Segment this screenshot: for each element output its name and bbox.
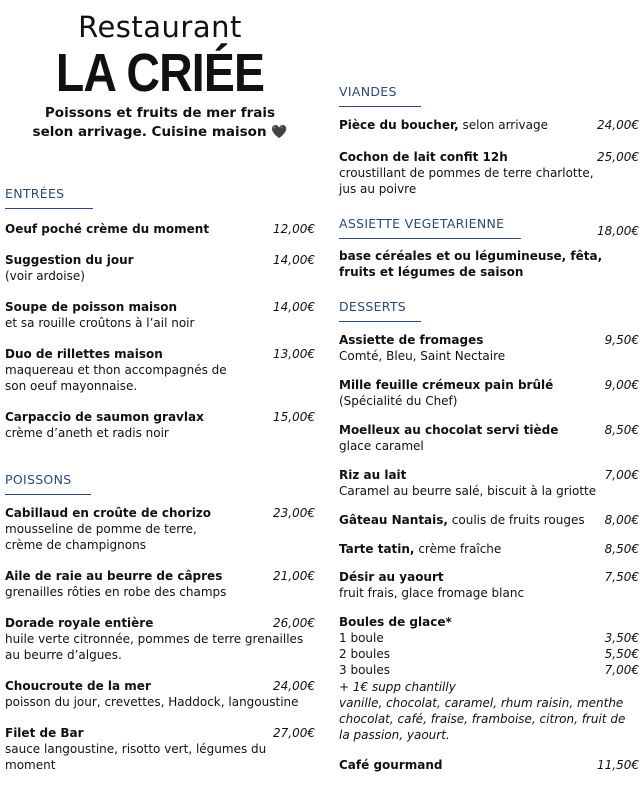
item-price: 11,50€ <box>597 758 639 772</box>
item-description: Comté, Bleu, Saint Nectaire <box>339 349 506 363</box>
item-description: poisson du jour, crevettes, Haddock, langoustine <box>5 695 299 709</box>
menu-item <box>5 678 315 710</box>
item-price: 14,00€ <box>273 253 315 267</box>
item-name: Oeuf poché crème du moment <box>5 222 210 236</box>
section-vegetarienne <box>339 216 521 239</box>
section-title-entrees: ENTRÉES <box>5 186 65 201</box>
item-name: Boules de glace* <box>339 615 452 629</box>
item-price: 9,00€ <box>604 378 639 392</box>
item-name: Gâteau Nantais, <box>339 513 448 527</box>
item-description: grenailles rôties en robe des champs <box>5 585 227 599</box>
item-description: mousseline de pomme de terre, crème de champignons <box>5 522 197 552</box>
item-description: Caramel au beurre salé, biscuit à la griotte <box>339 484 597 498</box>
item-description: (voir ardoise) <box>5 269 85 283</box>
item-price: 25,00€ <box>597 150 639 164</box>
menu-item <box>5 409 315 441</box>
option-label: 3 boules <box>339 663 390 677</box>
item-name: Cabillaud en croûte de chorizo <box>5 506 212 520</box>
item-price: 8,00€ <box>604 513 639 527</box>
menu-item <box>339 377 639 409</box>
item-price: 14,00€ <box>273 300 315 314</box>
item-name: Soupe de poisson maison <box>5 300 178 314</box>
item-price: 27,00€ <box>273 726 315 740</box>
item-description: glace caramel <box>339 439 424 453</box>
menu-item <box>339 541 639 557</box>
menu-item <box>339 757 639 773</box>
item-price: 24,00€ <box>597 118 639 132</box>
section-entrees <box>5 186 93 209</box>
tagline <box>0 104 320 142</box>
section-desserts <box>339 299 421 322</box>
item-price: 12,00€ <box>273 222 315 236</box>
restaurant-name: LA CRIÉE <box>55 43 265 103</box>
restaurant-header <box>0 10 320 142</box>
item-description: huile verte citronnée, pommes de terre grenailles au beurre d’algues. <box>5 632 304 662</box>
ice-cream-supplement: + 1€ supp chantilly <box>339 680 456 694</box>
ice-cream-option <box>339 662 639 678</box>
section-divider <box>339 321 421 322</box>
item-description: crème d’aneth et radis noir <box>5 426 169 440</box>
item-name: Moelleux au chocolat servi tiède <box>339 423 559 437</box>
restaurant-label: Restaurant <box>78 10 242 44</box>
item-description: crème fraîche <box>414 542 502 556</box>
menu-item <box>339 248 639 280</box>
item-name: Duo de rillettes maison <box>5 347 163 361</box>
ice-cream-flavors: vanille, chocolat, caramel, rhum raisin, menthe chocolat, café, fraise, framboise, citron, fruit de la passion, yaourt. <box>339 696 626 742</box>
menu-item <box>5 568 315 600</box>
menu-item <box>339 569 639 601</box>
tagline-line-2: selon arrivage. Cuisine maison <box>32 124 267 140</box>
section-poissons <box>5 472 91 495</box>
section-title-desserts: DESSERTS <box>339 299 407 314</box>
section-viandes <box>339 84 421 107</box>
item-description: sauce langoustine, risotto vert, légumes du moment <box>5 742 267 772</box>
item-price: 8,50€ <box>604 542 639 556</box>
item-name: Aile de raie au beurre de câpres <box>5 569 223 583</box>
item-price: 24,00€ <box>273 679 315 693</box>
tagline-line-1: Poissons et fruits de mer frais <box>44 105 276 121</box>
option-label: 2 boules <box>339 647 390 661</box>
section-divider <box>339 106 421 107</box>
ice-cream-option <box>339 630 639 646</box>
menu-item <box>5 505 315 553</box>
item-description: maquereau et thon accompagnés de son oeuf mayonnaise. <box>5 363 227 393</box>
item-name: Cochon de lait confit 12h <box>339 150 508 164</box>
menu-item <box>339 149 639 197</box>
section-divider <box>5 494 91 495</box>
ice-cream-item <box>339 614 639 630</box>
option-label: 1 boule <box>339 631 384 645</box>
menu-item <box>339 117 639 133</box>
menu-item <box>5 725 315 773</box>
item-description: fruit frais, glace fromage blanc <box>339 586 525 600</box>
section-title-poissons: POISSONS <box>5 472 72 487</box>
heart-icon: 🖤 <box>271 125 288 140</box>
item-name: Assiette de fromages <box>339 333 484 347</box>
item-name: Café gourmand <box>339 758 443 772</box>
item-price: 23,00€ <box>273 506 315 520</box>
menu-item <box>5 615 315 663</box>
item-name: Suggestion du jour <box>5 253 134 267</box>
item-price: 21,00€ <box>273 569 315 583</box>
option-price: 3,50€ <box>604 631 639 645</box>
item-description: et sa rouille croûtons à l’ail noir <box>5 316 195 330</box>
item-price: 13,00€ <box>273 347 315 361</box>
item-price: 18,00€ <box>597 224 639 238</box>
item-description: base céréales et ou légumineuse, fêta, fruits et légumes de saison <box>339 249 603 279</box>
menu-item <box>339 467 639 499</box>
item-price: 7,50€ <box>604 570 639 584</box>
item-price: 15,00€ <box>273 410 315 424</box>
item-description: croustillant de pommes de terre charlotte, jus au poivre <box>339 166 594 196</box>
item-name: Carpaccio de saumon gravlax <box>5 410 204 424</box>
item-name: Pièce du boucher, <box>339 118 459 132</box>
item-price: 8,50€ <box>604 423 639 437</box>
item-name: Mille feuille crémeux pain brûlé <box>339 378 554 392</box>
item-description: selon arrivage <box>458 118 549 132</box>
menu-item <box>339 422 639 454</box>
item-name: Tarte tatin, <box>339 542 415 556</box>
menu-item <box>5 299 315 331</box>
item-description: coulis de fruits rouges <box>447 513 585 527</box>
menu-item <box>5 221 315 237</box>
item-name: Désir au yaourt <box>339 570 444 584</box>
option-price: 7,00€ <box>604 663 639 677</box>
item-name: Filet de Bar <box>5 726 84 740</box>
item-name: Dorade royale entière <box>5 616 154 630</box>
item-price: 26,00€ <box>273 616 315 630</box>
menu-item <box>5 252 315 284</box>
section-title-viandes: VIANDES <box>339 84 397 99</box>
menu-item <box>339 512 639 528</box>
item-name: Riz au lait <box>339 468 407 482</box>
option-price: 5,50€ <box>604 647 639 661</box>
item-price: 9,50€ <box>604 333 639 347</box>
section-divider <box>5 208 93 209</box>
section-title-vegetarienne: ASSIETTE VEGETARIENNE <box>339 216 505 231</box>
item-description: (Spécialité du Chef) <box>339 394 458 408</box>
ice-cream-option <box>339 646 639 662</box>
item-name: Choucroute de la mer <box>5 679 151 693</box>
item-price: 7,00€ <box>604 468 639 482</box>
menu-item <box>5 346 230 394</box>
menu-item <box>339 332 639 364</box>
section-divider <box>339 238 521 239</box>
